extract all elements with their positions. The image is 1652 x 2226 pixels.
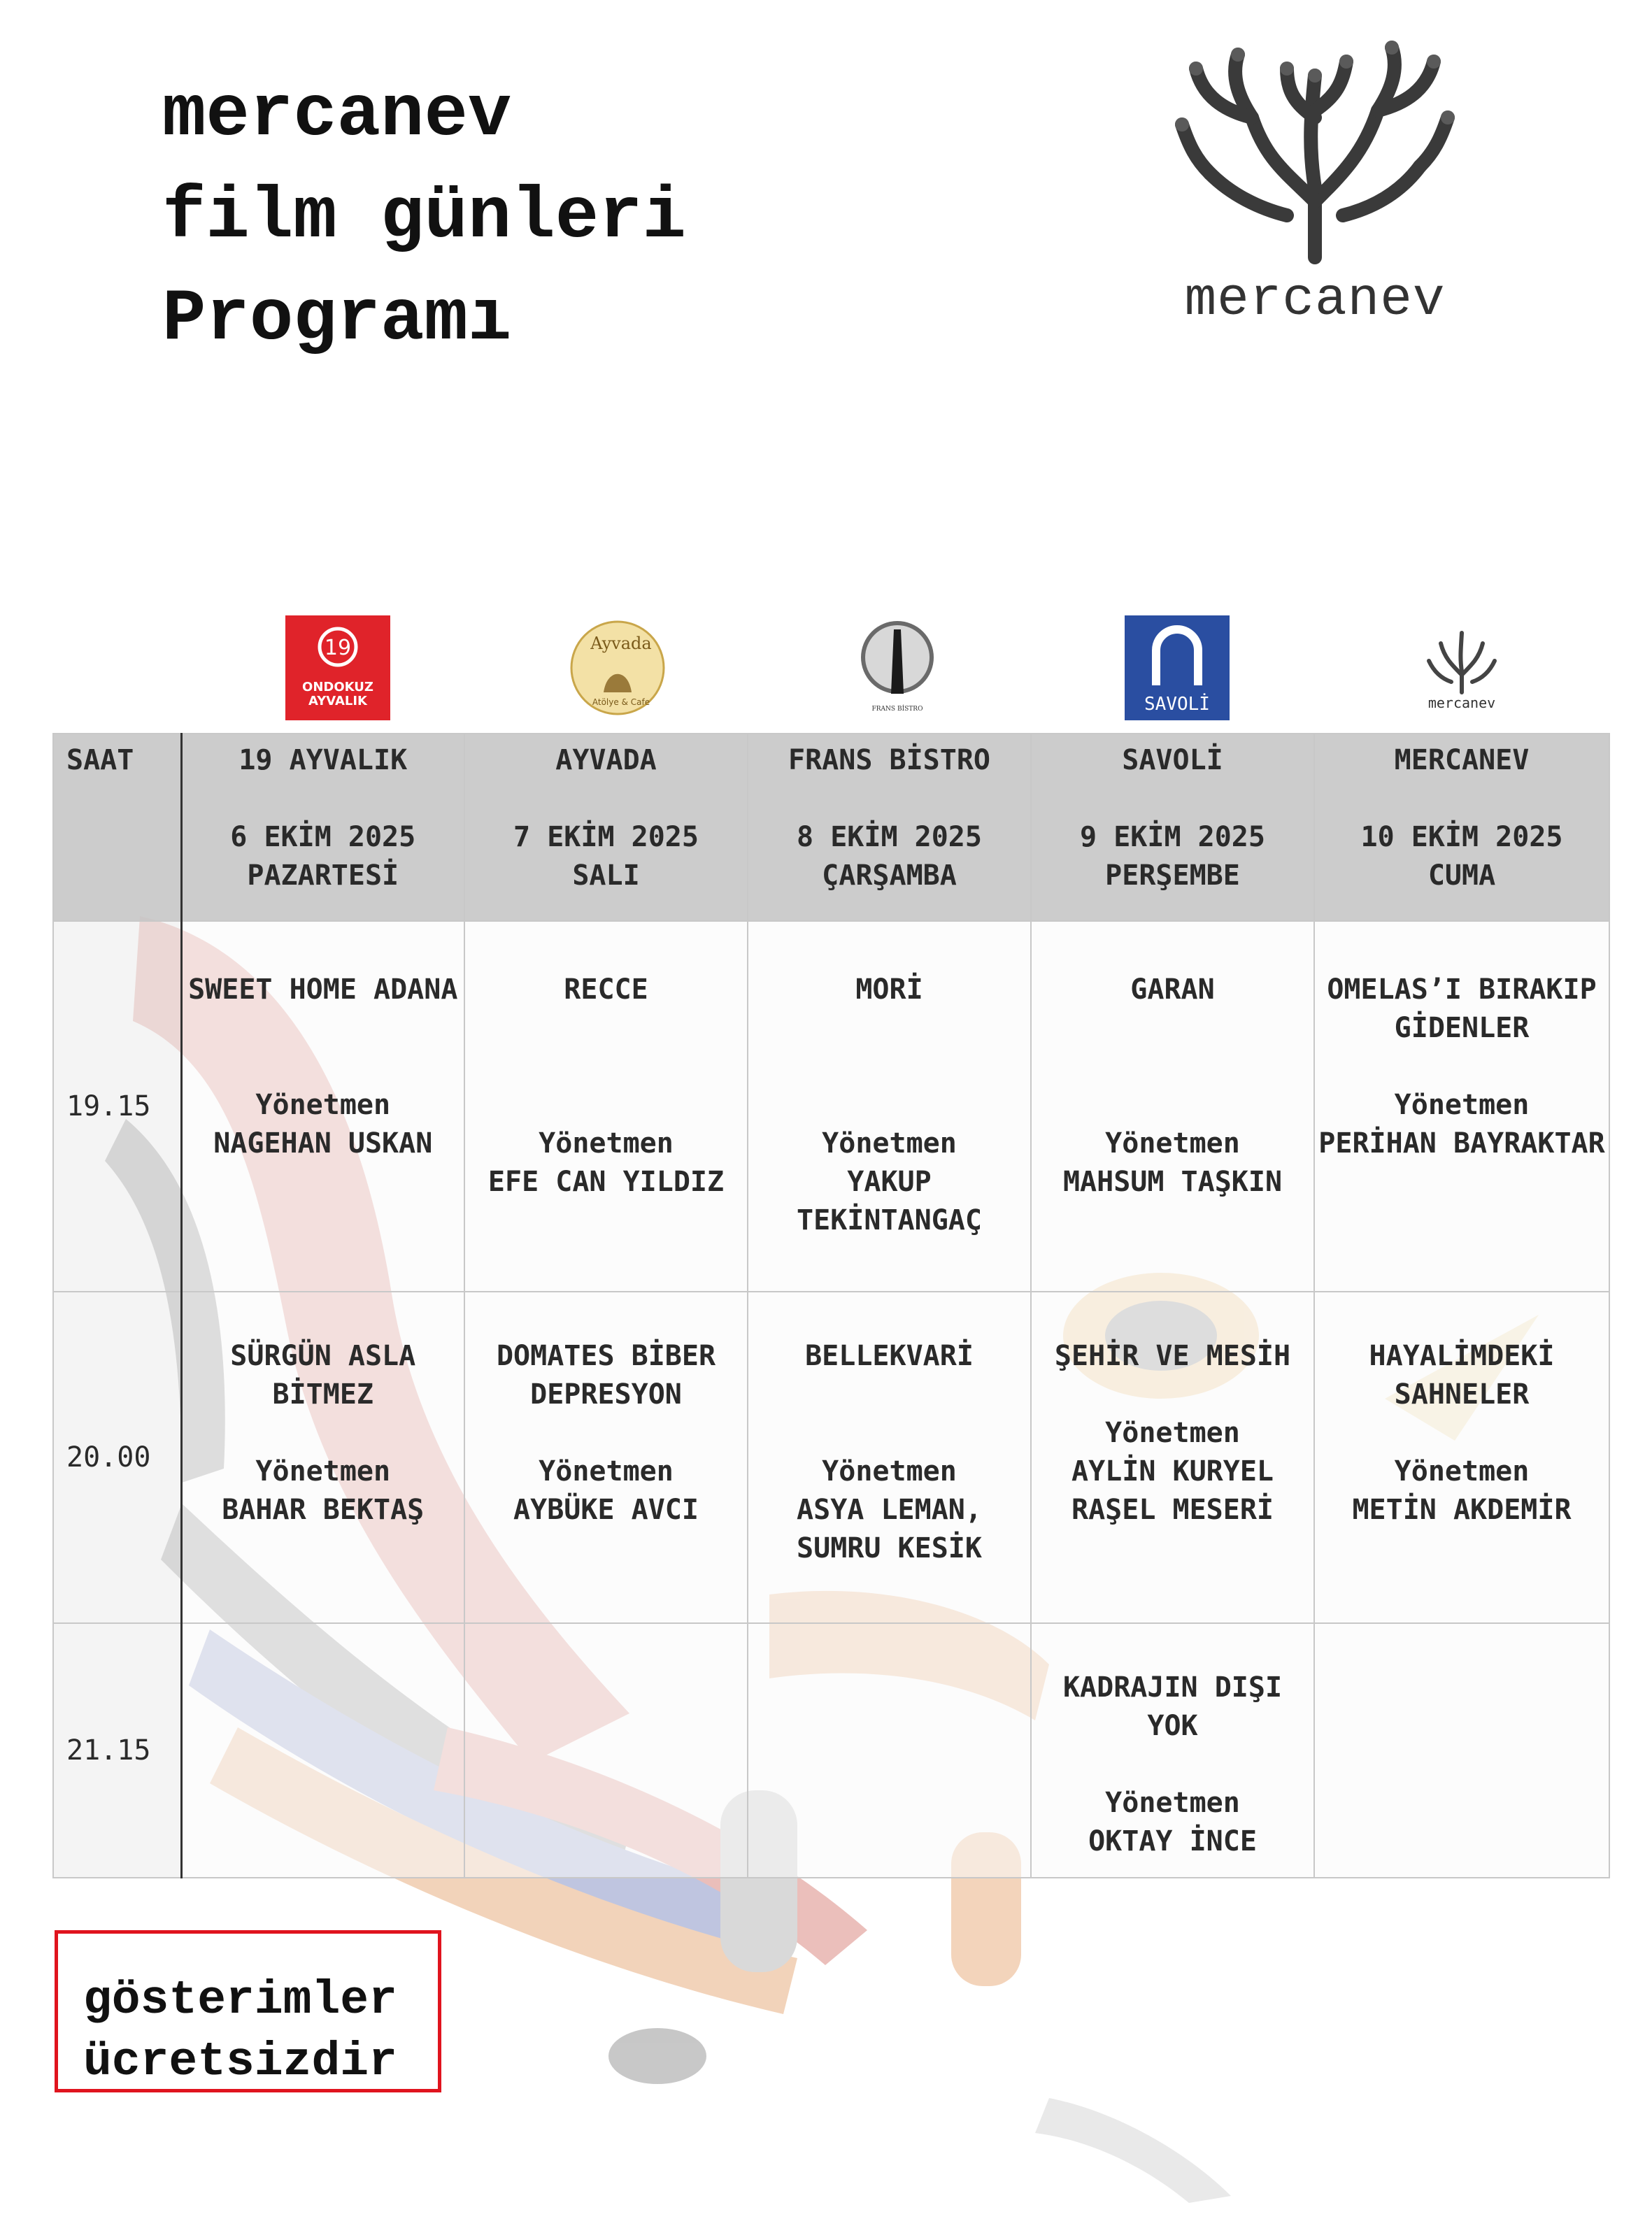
film-cell (464, 1292, 748, 1623)
film-cell (748, 921, 1031, 1292)
film-cell (464, 921, 748, 1292)
director-label: Yönetmen (1394, 1455, 1530, 1487)
film-cell-empty (1314, 1623, 1609, 1878)
film-title: HAYALİMDEKİ SAHNELER (1369, 1340, 1555, 1411)
venue-header (1031, 734, 1314, 921)
schedule-row (53, 921, 1609, 1292)
venue-name: AYVADA (555, 744, 657, 776)
venue-header (1314, 734, 1609, 921)
venue-header (464, 734, 748, 921)
director-name: METİN AKDEMİR (1352, 1494, 1572, 1526)
time-column-header: SAAT (53, 734, 181, 921)
schedule-header-row (53, 734, 1609, 921)
director-name: BAHAR BEKTAŞ (222, 1494, 425, 1526)
time-slot: 21.15 (53, 1623, 181, 1878)
film-cell (748, 1292, 1031, 1623)
director-label: Yönetmen (822, 1127, 957, 1160)
director-name: PERİHAN BAYRAKTAR (1318, 1127, 1605, 1160)
director-label: Yönetmen (1105, 1787, 1240, 1819)
coral-icon (1147, 34, 1483, 264)
free-screening-notice (55, 1930, 441, 2092)
director-label: Yönetmen (822, 1455, 957, 1487)
frans-name: FRANS BİSTRO (871, 706, 923, 713)
director-label: Yönetmen (255, 1089, 391, 1121)
director-name: AYBÜKE AVCI (513, 1494, 699, 1526)
venue-day: PERŞEMBE (1105, 859, 1240, 892)
venue-date: 7 EKİM 2025 (513, 821, 699, 853)
film-title: RECCE (564, 973, 648, 1006)
director-name: NAGEHAN USKAN (213, 1127, 433, 1160)
ondokuz-ayvalik-logo (285, 615, 390, 720)
title-line-3: Programı (162, 278, 512, 361)
film-title: SWEET HOME ADANA (188, 973, 458, 1006)
notice-line-2: ücretsizdir (83, 2035, 397, 2089)
director-name: MAHSUM TAŞKIN (1062, 1166, 1283, 1198)
film-cell-empty (748, 1623, 1031, 1878)
film-cell (1314, 1292, 1609, 1623)
director-label: Yönetmen (1394, 1089, 1530, 1121)
venue-day: SALI (572, 859, 640, 892)
venue-name: SAVOLİ (1122, 744, 1223, 776)
notice-line-1: gösterimler (83, 1974, 397, 2027)
director-label: Yönetmen (1105, 1127, 1240, 1160)
film-cell-empty (464, 1623, 748, 1878)
mercanev-small-logo (1409, 615, 1514, 720)
film-title: ŞEHİR VE MESİH (1054, 1340, 1291, 1372)
film-title: MORİ (855, 973, 923, 1006)
director-name: OKTAY İNCE (1088, 1825, 1257, 1857)
venue-day: CUMA (1427, 859, 1496, 892)
film-cell (181, 1292, 464, 1623)
film-cell-empty (181, 1623, 464, 1878)
savoli-logo (1125, 615, 1230, 720)
venue-logo-row (52, 615, 1609, 720)
ondokuz-line1: ONDOKUZ (302, 680, 373, 694)
venue-header (181, 734, 464, 921)
film-title: SÜRGÜN ASLA BİTMEZ (230, 1340, 416, 1411)
film-title: KADRAJIN DIŞI YOK (1062, 1671, 1283, 1742)
ayvada-name: Ayvada (590, 634, 652, 653)
director-name: EFE CAN YILDIZ (487, 1166, 725, 1198)
schedule-row (53, 1292, 1609, 1623)
ayvada-logo (565, 615, 670, 720)
venue-date: 6 EKİM 2025 (230, 821, 416, 853)
schedule-table (52, 733, 1610, 1878)
director-name: YAKUP TEKİNTANGAÇ (797, 1166, 982, 1236)
director-name: ASYA LEMAN, SUMRU KESİK (797, 1494, 982, 1564)
film-title: BELLEKVARİ (805, 1340, 974, 1372)
film-cell (1314, 921, 1609, 1292)
film-cell (1031, 1292, 1314, 1623)
venue-date: 8 EKİM 2025 (797, 821, 982, 853)
time-slot: 19.15 (53, 921, 181, 1292)
venue-date: 10 EKİM 2025 (1360, 821, 1563, 853)
ondokuz-line2: AYVALIK (308, 694, 367, 708)
schedule-row (53, 1623, 1609, 1878)
venue-date: 9 EKİM 2025 (1080, 821, 1265, 853)
frans-bistro-logo (845, 615, 950, 720)
venue-header (748, 734, 1031, 921)
brand-wordmark: mercanev (1184, 270, 1446, 330)
director-name: AYLİN KURYEL RAŞEL MESERİ (1071, 1455, 1274, 1526)
venue-name: FRANS BİSTRO (788, 744, 990, 776)
film-title: DOMATES BİBER DEPRESYON (496, 1340, 716, 1411)
film-cell (1031, 1623, 1314, 1878)
director-label: Yönetmen (1105, 1417, 1240, 1449)
venue-name: MERCANEV (1394, 744, 1530, 776)
page-title (162, 64, 686, 371)
time-slot: 20.00 (53, 1292, 181, 1623)
mercanev-small-name: mercanev (1427, 694, 1496, 711)
director-label: Yönetmen (255, 1455, 391, 1487)
film-title: GARAN (1130, 973, 1215, 1006)
film-title: OMELAS’I BIRAKIP GİDENLER (1327, 973, 1597, 1044)
ayvada-sub: Atölye & Cafe (592, 697, 650, 707)
venue-day: ÇARŞAMBA (822, 859, 957, 892)
director-label: Yönetmen (539, 1127, 674, 1160)
title-line-1: mercanev (162, 74, 512, 157)
venue-day: PAZARTESİ (247, 859, 399, 892)
director-label: Yönetmen (539, 1455, 674, 1487)
brand-logo (1147, 34, 1483, 341)
savoli-name: SAVOLİ (1144, 694, 1210, 715)
title-line-2: film günleri (162, 176, 686, 259)
venue-name: 19 AYVALIK (238, 744, 408, 776)
svg-text:19: 19 (324, 636, 352, 660)
film-cell (181, 921, 464, 1292)
film-cell (1031, 921, 1314, 1292)
